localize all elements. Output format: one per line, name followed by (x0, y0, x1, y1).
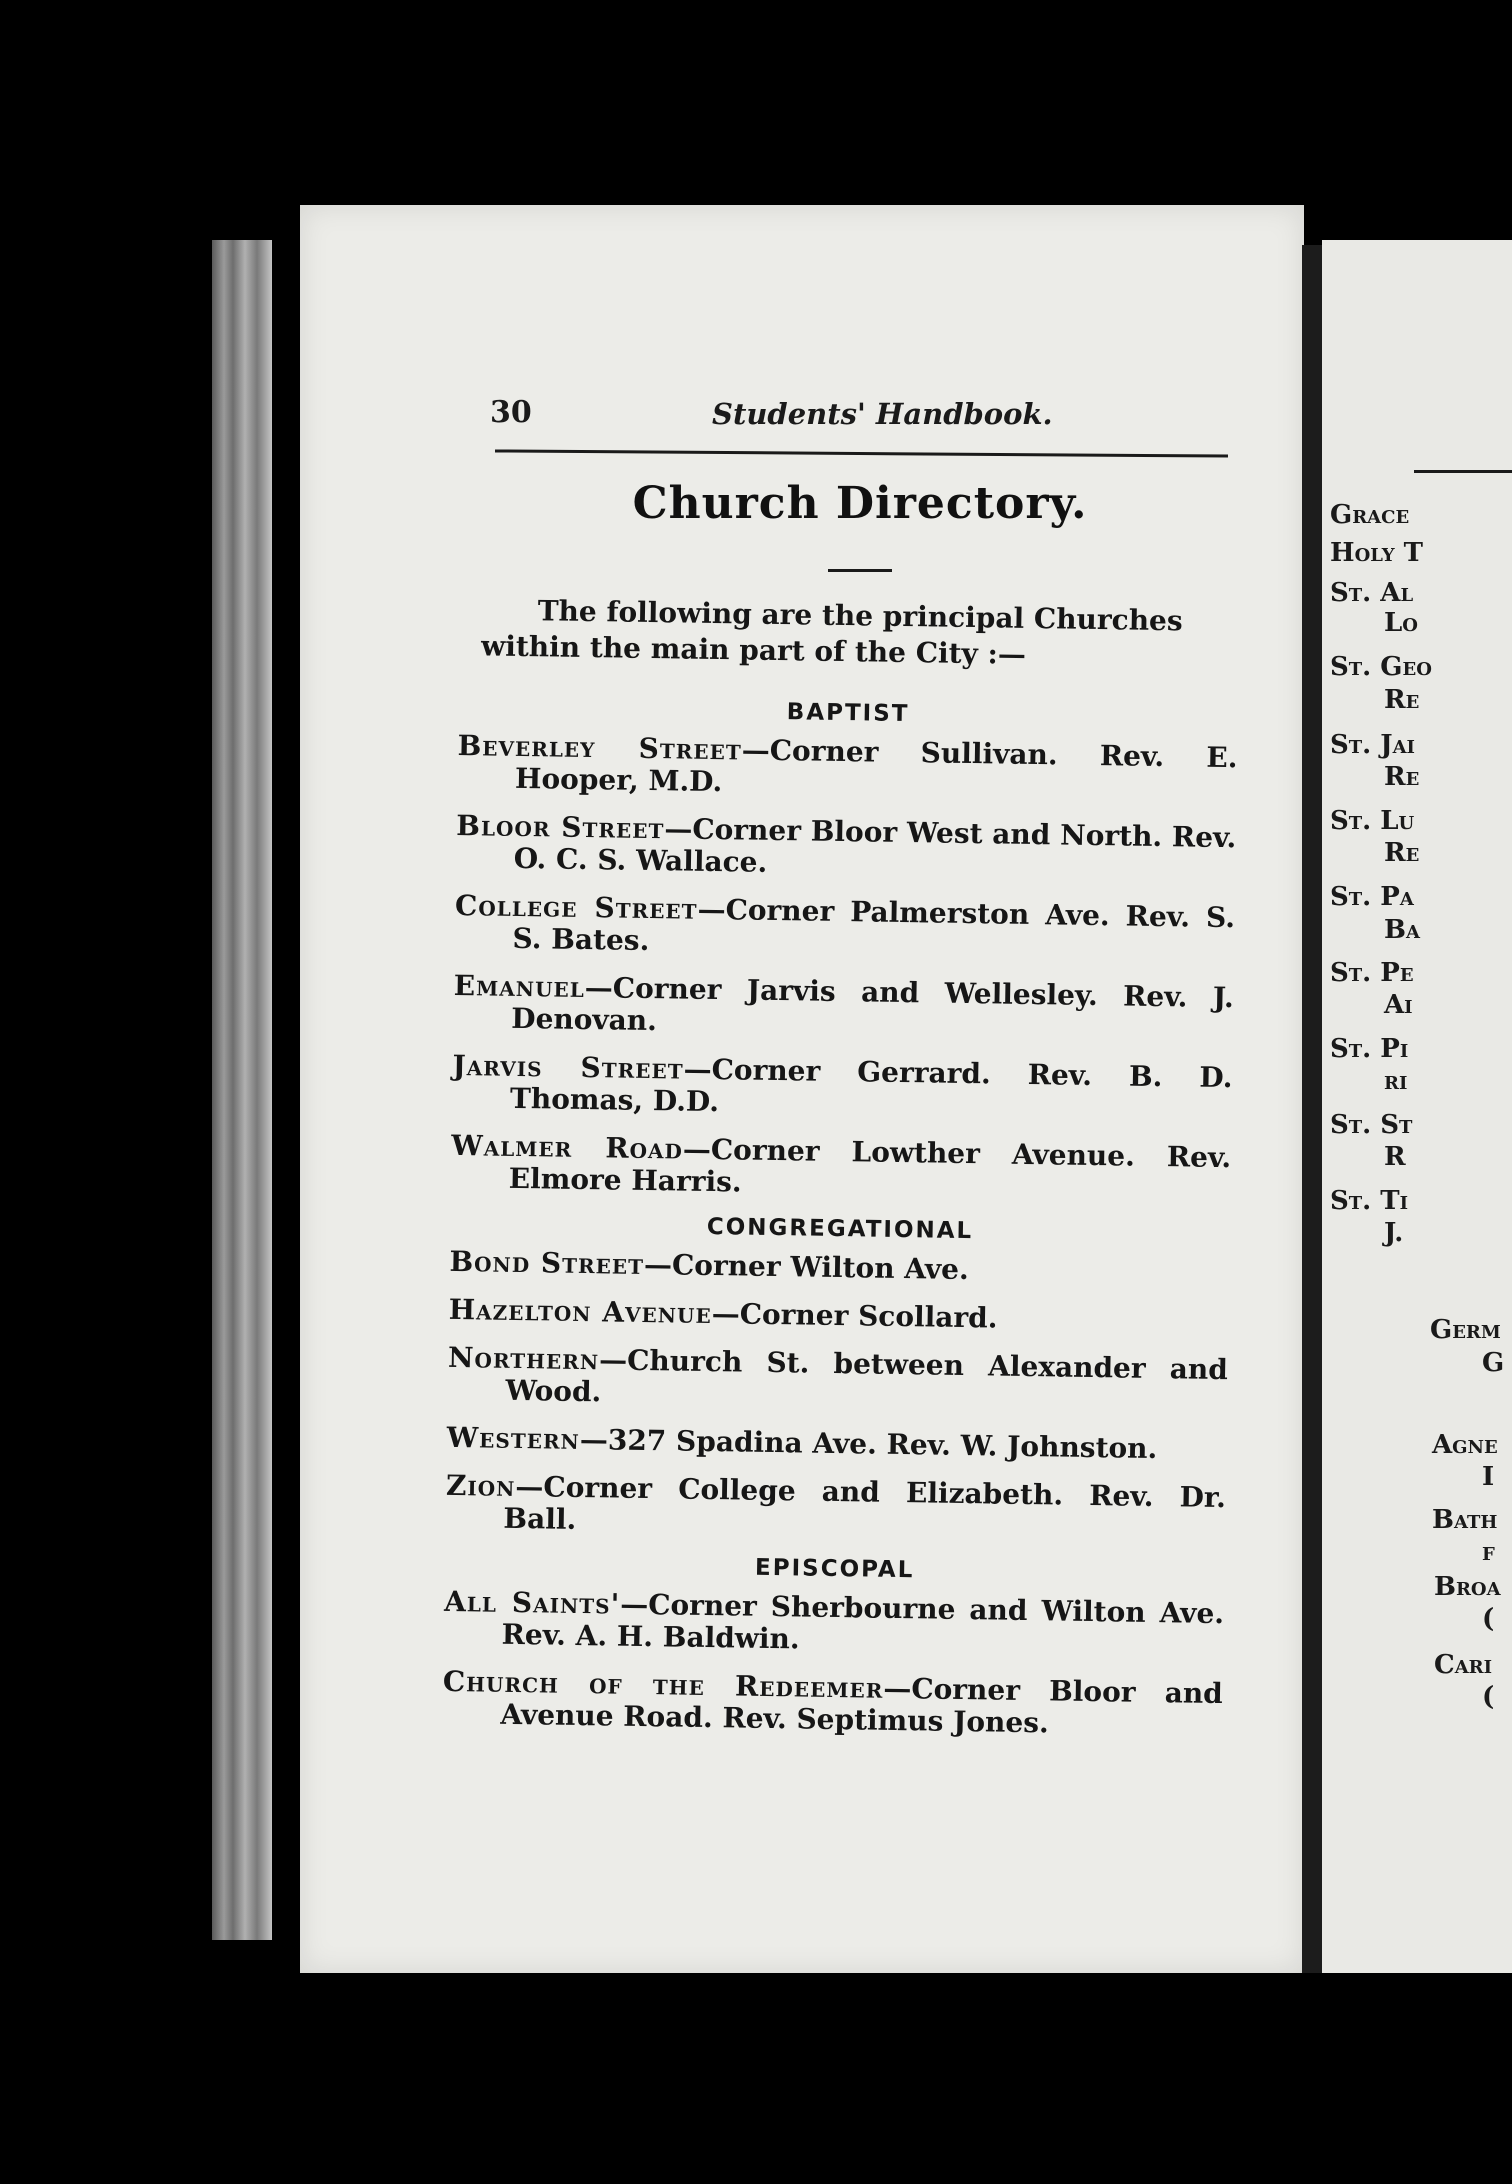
right-line: St. Jai (1330, 730, 1415, 760)
church-name: Hazelton Avenue (448, 1292, 713, 1331)
right-line: St. Pe (1330, 958, 1414, 988)
right-line: Holy T (1330, 538, 1423, 568)
right-line: I (1482, 1462, 1495, 1492)
page-number: 30 (490, 395, 532, 430)
right-line: f (1482, 1537, 1495, 1567)
church-name: All Saints' (443, 1584, 621, 1621)
right-line: Agne (1432, 1430, 1498, 1460)
section-heading-congregational: CONGREGATIONAL (706, 1213, 974, 1245)
right-header-rule (1414, 470, 1512, 473)
right-line: Ba (1384, 915, 1420, 945)
church-name: Bond Street (449, 1244, 645, 1281)
church-detail: —Corner Lowther Avenue. Rev. Elmore Harris. (508, 1132, 1232, 1199)
right-line: ri (1384, 1066, 1408, 1096)
church-name: Jarvis Street (452, 1048, 684, 1086)
church-entry (443, 1586, 1224, 1662)
church-name: Western (446, 1420, 581, 1456)
church-detail: —Church St. between Alexander and Wood. (505, 1343, 1229, 1409)
right-line: ( (1482, 1682, 1495, 1712)
right-line: Germ (1430, 1315, 1501, 1345)
church-name: Walmer Road (451, 1128, 684, 1166)
right-line: St. Pi (1330, 1034, 1409, 1064)
church-name: Beverley Street (457, 728, 743, 767)
church-detail: —Corner Wilton Ave. (643, 1247, 969, 1287)
church-entry (451, 1130, 1232, 1206)
church-name: College Street (454, 888, 698, 926)
right-line: Re (1384, 685, 1420, 715)
church-entry (447, 1342, 1228, 1418)
church-entry (457, 730, 1238, 806)
right-line: St. Geo (1330, 652, 1432, 682)
right-line: Bath (1432, 1505, 1498, 1535)
book-page-edges (212, 240, 272, 1940)
church-detail: —Corner Palmerston Ave. Rev. S. S. Bates. (512, 892, 1236, 958)
church-detail: —327 Spadina Ave. Rev. W. Johnston. (579, 1422, 1158, 1466)
church-detail: —Corner College and Elizabeth. Rev. Dr. Ball. (503, 1469, 1227, 1536)
right-line: Grace (1330, 500, 1410, 530)
church-entry (442, 1666, 1223, 1742)
church-entry (456, 810, 1237, 886)
church-entry (454, 890, 1235, 966)
right-line: Cari (1434, 1650, 1493, 1680)
right-line: St. Pa (1330, 882, 1414, 912)
church-entry (445, 1470, 1226, 1546)
right-line: St. Al (1330, 578, 1414, 608)
church-entry (452, 1050, 1233, 1126)
directory-content (442, 592, 1240, 1758)
right-line: St. Ti (1330, 1186, 1409, 1216)
section-heading-episcopal: EPISCOPAL (754, 1554, 915, 1584)
right-page (1322, 240, 1512, 1973)
right-line: R (1384, 1142, 1406, 1172)
church-detail: —Corner Sullivan. Rev. E. Hooper, M.D. (514, 733, 1238, 799)
church-detail: —Corner Bloor and Avenue Road. Rev. Septimus Jones. (500, 1671, 1224, 1740)
intro-paragraph: The following are the principal Churches within the main part of the City :— (480, 594, 1183, 671)
right-line: Ai (1384, 990, 1413, 1020)
church-name: Bloor Street (456, 808, 665, 846)
church-entry (446, 1422, 1226, 1466)
church-detail: —Corner Gerrard. Rev. B. D. Thomas, D.D. (509, 1052, 1233, 1119)
right-line: Re (1384, 838, 1420, 868)
right-line: St. Lu (1330, 806, 1415, 836)
running-title: Students' Handbook. (712, 397, 1053, 431)
church-detail: —Corner Jarvis and Wellesley. Rev. J. Denovan. (511, 971, 1234, 1038)
church-entry (453, 970, 1234, 1046)
right-line: Lo (1384, 608, 1418, 638)
church-detail: —Corner Scollard. (711, 1297, 998, 1335)
section-heading-baptist: BAPTIST (786, 699, 910, 728)
page-title: Church Directory. (632, 478, 1088, 529)
title-rule (828, 569, 892, 572)
running-header (490, 395, 1230, 445)
right-line: G (1482, 1348, 1505, 1378)
right-line: St. St (1330, 1110, 1413, 1140)
right-line: Broa (1434, 1572, 1501, 1602)
church-entry (448, 1294, 1228, 1338)
church-name: Zion (445, 1468, 516, 1503)
book-gutter (1302, 245, 1322, 1973)
church-name: Church of the Redeemer (442, 1664, 884, 1705)
church-detail: —Corner Bloor West and North. Rev. O. C. S. Wallace. (513, 812, 1237, 879)
church-entry (449, 1246, 1229, 1290)
church-name: Emanuel (453, 968, 586, 1005)
right-line: Re (1384, 762, 1420, 792)
church-detail: —Corner Sherbourne and Wilton Ave. Rev. A. H. Baldwin. (501, 1587, 1225, 1656)
right-line: ( (1482, 1604, 1495, 1634)
right-line: J. (1384, 1218, 1404, 1248)
church-name: Northern (447, 1340, 600, 1377)
